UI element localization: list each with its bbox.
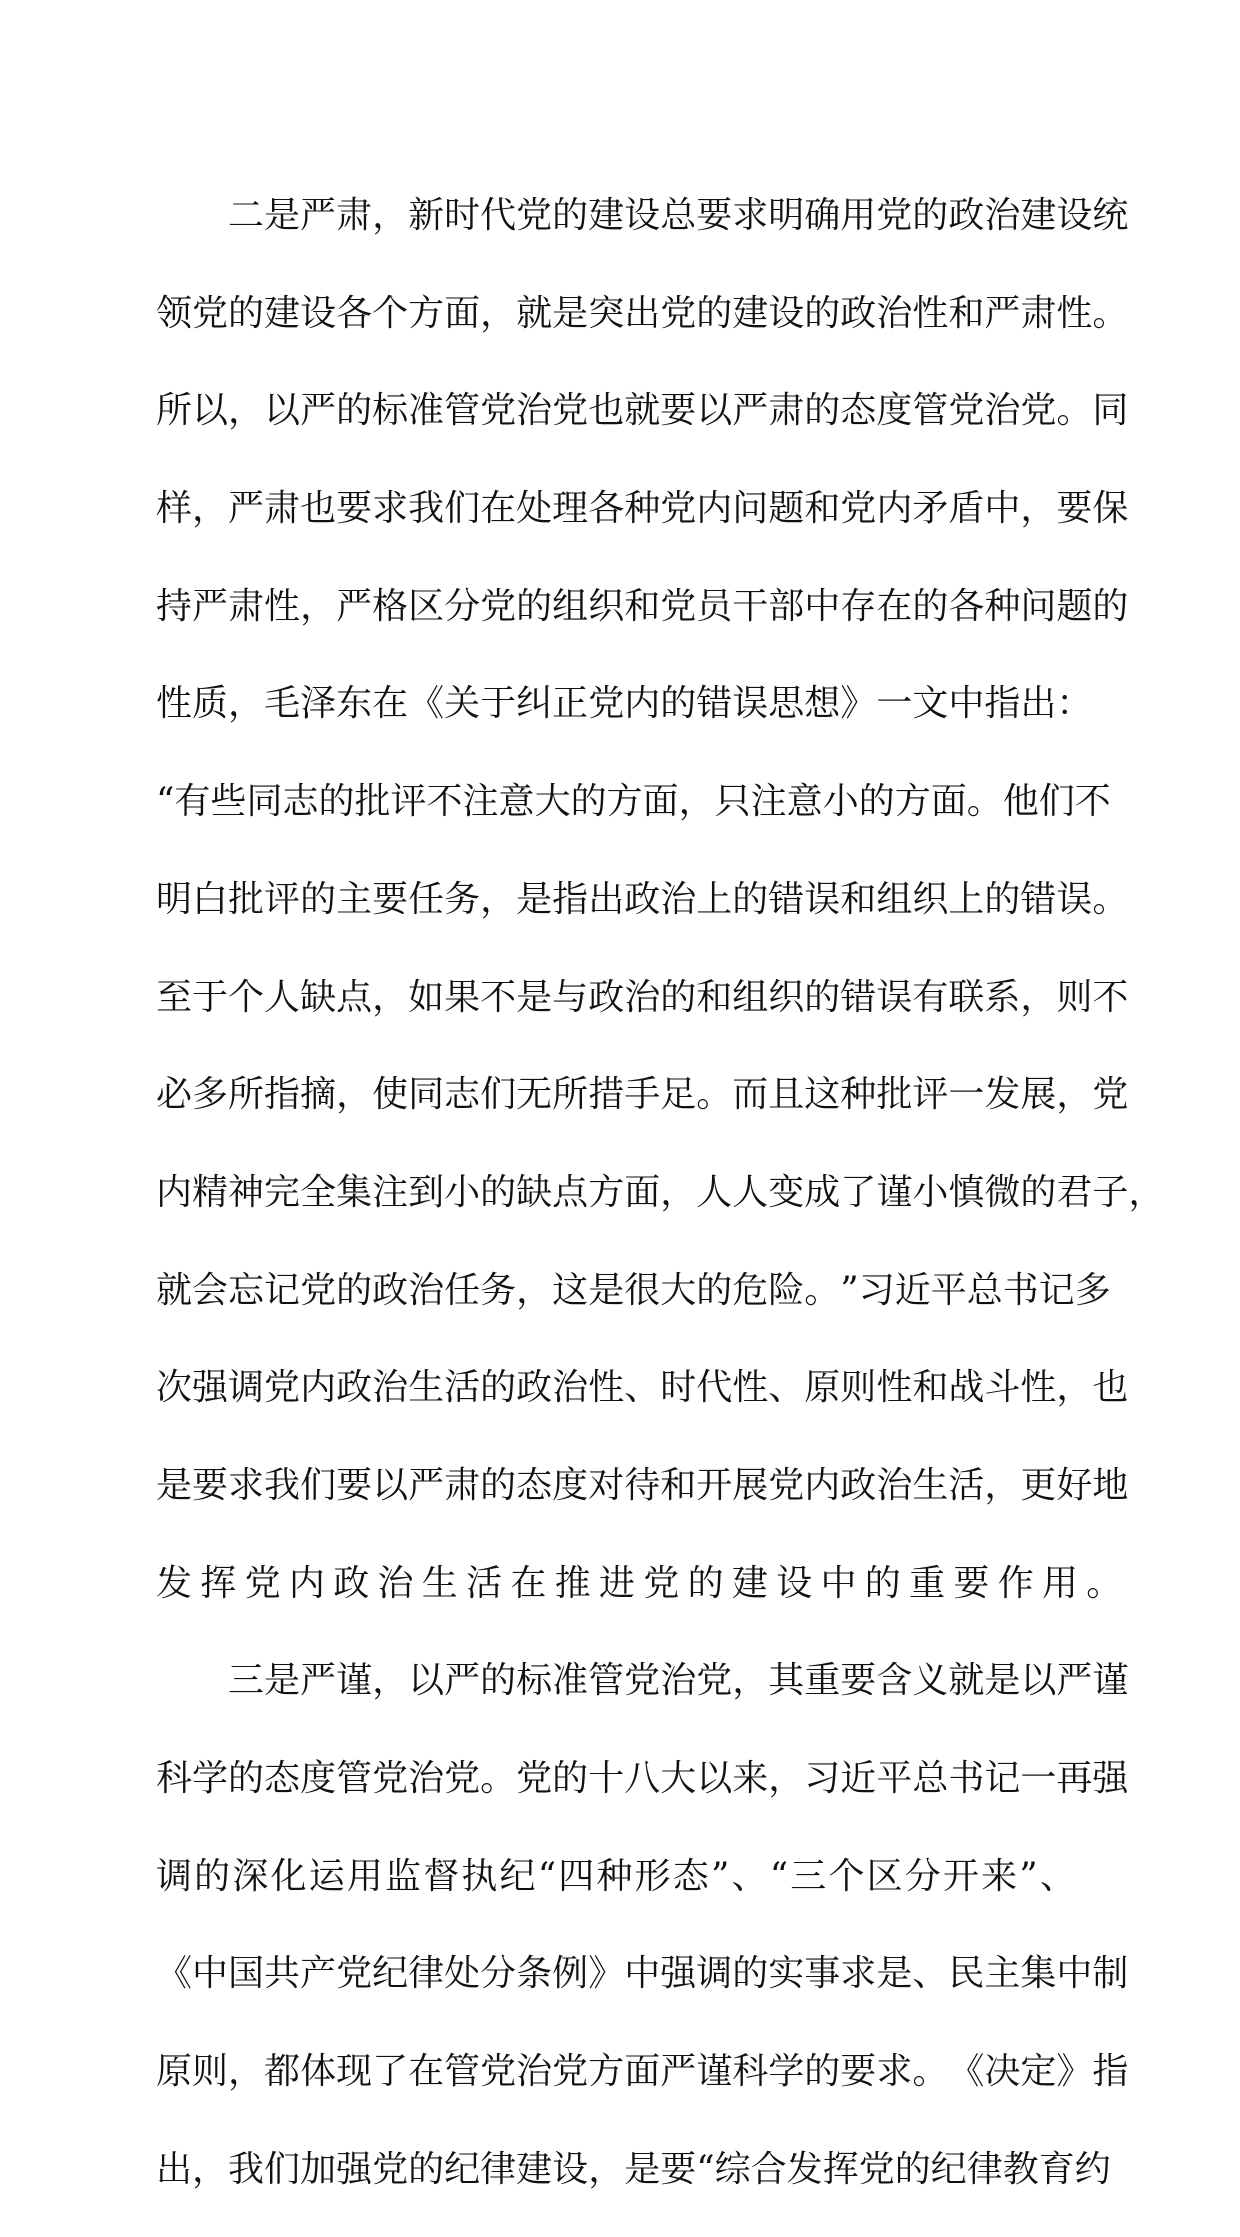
text-line: 科 学 的 态 度 管 党 治 党 。 党 的 十 八 大 以 来 ， 习 近 平 总 书 记 一 再 强 [156, 1758, 1129, 1799]
text-line: 明 白 批 评 的 主 要 任 务 ， 是 指 出 政 治 上 的 错 误 和 组 织 上 的 错 误 。 [156, 878, 1129, 920]
text-line: 三 是 严 谨 ， 以 严 的 标 准 管 党 治 党 ， 其 重 要 含 义 就 是 以 严 谨 [228, 1660, 1129, 1702]
text-line: 持 严 肃 性 ， 严 格 区 分 党 的 组 织 和 党 员 干 部 中 存 在 的 各 种 问 题 的 [156, 585, 1129, 627]
text-line: 二 是 严 肃 ， 新 时 代 党 的 建 设 总 要 求 明 确 用 党 的 政 治 建 设 统 [228, 195, 1129, 236]
text-line: 发挥党内政治生活在推进党的建设中的重要作用。 [156, 1562, 1131, 1604]
text-line: 内 精 神 完 全 集 注 到 小 的 缺 点 方 面 ， 人 人 变 成 了 谨 小 慎 微 的 君 子 ， [156, 1171, 1165, 1213]
text-line: “ 有 些 同 志 的 批 评 不 注 意 大 的 方 面 ， 只 注 意 小 的 方 面 。 他 们 不 [156, 781, 1111, 823]
text-line: 《 中 国 共 产 党 纪 律 处 分 条 例 》 中 强 调 的 实 事 求 是 、 民 主 集 中 制 [156, 1953, 1129, 1995]
text-line: 次 强 调 党 内 政 治 生 活 的 政 治 性 、 时 代 性 、 原 则 性 和 战 斗 性 ， 也 [156, 1367, 1129, 1409]
text-line: 至 于 个 人 缺 点 ， 如 果 不 是 与 政 治 的 和 组 织 的 错 误 有 联 系 ， 则 不 [156, 976, 1129, 1018]
text-line: 性 质 ， 毛 泽 东 在 《 关 于 纠 正 党 内 的 错 误 思 想 》 一 文 中 指 出 ： [156, 683, 1093, 725]
text-line: 所 以 ， 以 严 的 标 准 管 党 治 党 也 就 要 以 严 肃 的 态 度 管 党 治 党 。 同 [156, 390, 1129, 432]
text-line: 出 ， 我 们 加 强 党 的 纪 律 建 设 ， 是 要 “ 综 合 发 挥 党 的 纪 律 教 育 约 [156, 2148, 1111, 2190]
body-text [156, 186, 1165, 2237]
text-line: 样 ， 严 肃 也 要 求 我 们 在 处 理 各 种 党 内 问 题 和 党 内 矛 盾 中 ， 要 保 [156, 488, 1129, 530]
text-line: 就 会 忘 记 党 的 政 治 任 务 ， 这 是 很 大 的 危 险 。 ” 习 近 平 总 书 记 多 [156, 1269, 1111, 1311]
text-line: 是 要 求 我 们 要 以 严 肃 的 态 度 对 待 和 开 展 党 内 政 治 生 活 ， 更 好 地 [156, 1464, 1129, 1506]
text-line: 必 多 所 指 摘 ， 使 同 志 们 无 所 措 手 足 。 而 且 这 种 批 评 一 发 展 ， 党 [156, 1074, 1129, 1116]
text-line: 调 的 深 化 运 用 监 督 执 纪 “ 四 种 形 态 ” 、 “ 三 个 区 分 开 来 ” 、 [156, 1855, 1076, 1897]
text-line: 原 则 ， 都 体 现 了 在 管 党 治 党 方 面 严 谨 科 学 的 要 求 。 《 决 定 》 指 [156, 2051, 1129, 2093]
text-line: 领 党 的 建 设 各 个 方 面 ， 就 是 突 出 党 的 建 设 的 政 治 性 和 严 肃 性 。 [156, 292, 1129, 334]
